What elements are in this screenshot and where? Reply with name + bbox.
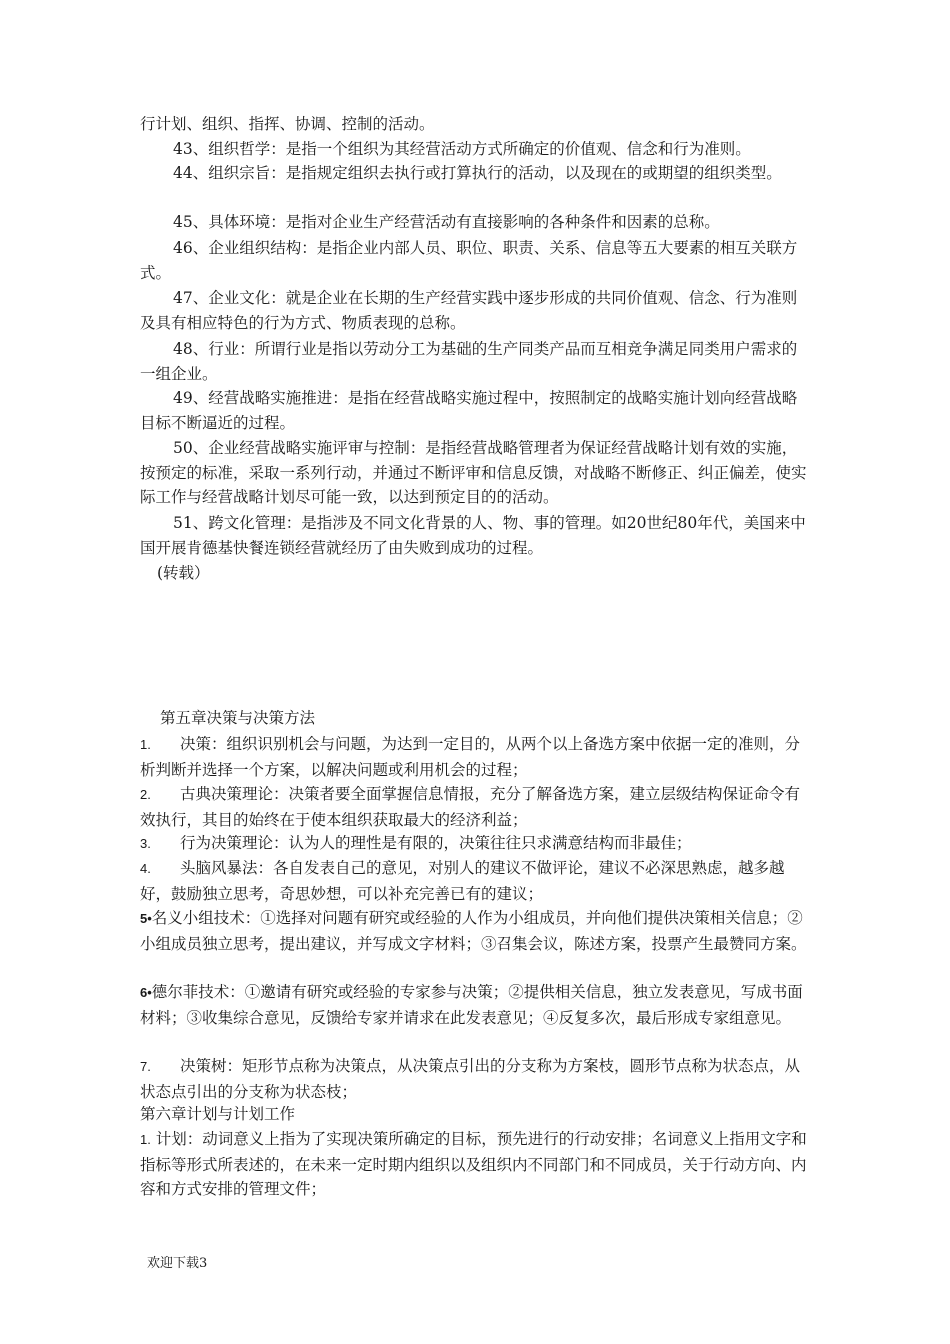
definition-51: 51、跨文化管理：是指涉及不同文化背景的人、物、事的管理。如20世纪80年代，美国来中国开展肯德基快餐连锁经营就经历了由失败到成功的过程。 [140,514,806,557]
item-text: 行业：所谓行业是指以劳动分工为基础的生产同类产品而互相竞争满足同类用户需求的一组企业。 [140,340,798,383]
item-number: 7. [140,1059,151,1074]
item-number: 44 [173,164,193,182]
item-text: 决策树：矩形节点称为决策点，从决策点引出的分支称为方案枝，圆形节点称为状态点，从状态点引出的分支称为状态枝； [140,1057,801,1101]
definition-43: 43、组织哲学：是指一个组织为其经营活动方式所确定的价值观、信念和行为准则。 [173,140,751,158]
item-number: 6• [140,985,152,1000]
chapter5-item-5 [140,906,810,956]
item-number: 43 [173,140,193,158]
page-footer: 欢迎下载3 [147,1256,208,1271]
chapter5-title: 第五章决策与决策方法 [160,709,316,727]
item-text: 经营战略实施推进：是指在经营战略实施过程中，按照制定的战略实施计划向经营战略目标不断逼近的过程。 [140,389,798,432]
chapter6-item-1 [140,1127,810,1202]
item-text: 跨文化管理：是指涉及不同文化背景的人、物、事的管理。如20世纪80年代，美国来中国开展肯德基快餐连锁经营就经历了由失败到成功的过程。 [140,514,806,557]
item-text: 企业文化：就是企业在长期的生产经营实践中逐步形成的共同价值观、信念、行为准则及具有相应特色的行为方式、物质表现的总称。 [140,289,798,332]
item-number: 1. [140,737,151,752]
continuation-text: 行计划、组织、指挥、协调、控制的活动。 [140,115,435,133]
definition-47: 47、企业文化：就是企业在长期的生产经营实践中逐步形成的共同价值观、信念、行为准则及具有相应特色的行为方式、物质表现的总称。 [140,289,798,332]
item-text: 名义小组技术：①选择对问题有研究或经验的人作为小组成员，并向他们提供决策相关信息；②小组成员独立思考，提出建议，并写成文字材料；③召集会议，陈述方案，投票产生最赞同方案。 [140,909,807,953]
item-number: 1. [140,1132,151,1147]
item-number: 47 [173,289,193,307]
item-text: 具体环境：是指对企业生产经营活动有直接影响的各种条件和因素的总称。 [208,213,720,231]
item-text: 企业经营战略实施评审与控制：是指经营战略管理者为保证经营战略计划有效的实施，按预定的标准，采取一系列行动，并通过不断评审和信息反馈，对战略不断修正、纠正偏差，使实际工作与经营战略计划尽可能一致，以达到预定目的的活动。 [140,439,807,506]
item-text: 行为决策理论：认为人的理性是有限的，决策往往只求满意结构而非最佳； [180,834,692,852]
definition-46: 46、企业组织结构：是指企业内部人员、职位、职责、关系、信息等五大要素的相互关联方式。 [140,239,798,282]
item-text: 德尔菲技术：①邀请有研究或经验的专家参与决策；②提供相关信息，独立发表意见，写成书面材料；③收集综合意见，反馈给专家并请求在此发表意见；④反复多次，最后形成专家组意见。 [140,983,803,1027]
chapter5-item-6 [140,980,810,1030]
item-number: 3. [140,836,151,851]
item-text: 企业组织结构：是指企业内部人员、职位、职责、关系、信息等五大要素的相互关联方式。 [140,239,798,282]
source-note: (转载） [157,564,210,582]
item-number: 49 [173,389,193,407]
item-number: 48 [173,340,193,358]
definition-45: 45、具体环境：是指对企业生产经营活动有直接影响的各种条件和因素的总称。 [173,213,720,231]
item-number: 4. [140,861,151,876]
definition-44: 44、组织宗旨：是指规定组织去执行或打算执行的活动，以及现在的或期望的组织类型。 [173,164,782,182]
definition-50: 50、企业经营战略实施评审与控制：是指经营战略管理者为保证经营战略计划有效的实施，按预定的标准，采取一系列行动，并通过不断评审和信息反馈，对战略不断修正、纠正偏差，使实际工作与经营战略计划尽可能一致，以达到预定目的的活动。 [140,439,807,506]
chapter5-item-2 [140,782,810,832]
item-text: 决策：组织识别机会与问题，为达到一定目的，从两个以上备选方案中依据一定的准则，分析判断并选择一个方案，以解决问题或利用机会的过程； [140,735,801,779]
chapter5-item-4 [140,856,810,906]
item-text: 计划：动词意义上指为了实现决策所确定的目标，预先进行的行动安排；名词意义上指用文字和指标等形式所表述的，在未来一定时期内组织以及组织内不同部门和不同成员，关于行动方向、内容和方式安排的管理文件； [140,1130,807,1198]
item-text: 头脑风暴法：各自发表自己的意见，对别人的建议不做评论，建议不必深思熟虑，越多越好，鼓励独立思考，奇思妙想，可以补充完善已有的建议； [140,859,785,903]
chapter5-item-3 [140,831,810,857]
definition-49: 49、经营战略实施推进：是指在经营战略实施过程中，按照制定的战略实施计划向经营战略目标不断逼近的过程。 [140,389,798,432]
item-text: 组织宗旨：是指规定组织去执行或打算执行的活动，以及现在的或期望的组织类型。 [208,164,782,182]
item-text: 组织哲学：是指一个组织为其经营活动方式所确定的价值观、信念和行为准则。 [208,140,751,158]
chapter5-item-1 [140,732,810,782]
item-number: 2. [140,787,151,802]
chapter6-title: 第六章计划与计划工作 [140,1105,296,1123]
item-number: 50 [173,439,193,457]
item-number: 5• [140,911,152,926]
definition-48: 48、行业：所谓行业是指以劳动分工为基础的生产同类产品而互相竞争满足同类用户需求的一组企业。 [140,340,798,383]
item-text: 古典决策理论：决策者要全面掌握信息情报，充分了解备选方案，建立层级结构保证命令有效执行，其目的始终在于使本组织获取最大的经济利益； [140,785,801,829]
chapter5-item-7 [140,1054,810,1104]
item-number: 51 [173,514,193,532]
item-number: 46 [173,239,193,257]
item-number: 45 [173,213,193,231]
